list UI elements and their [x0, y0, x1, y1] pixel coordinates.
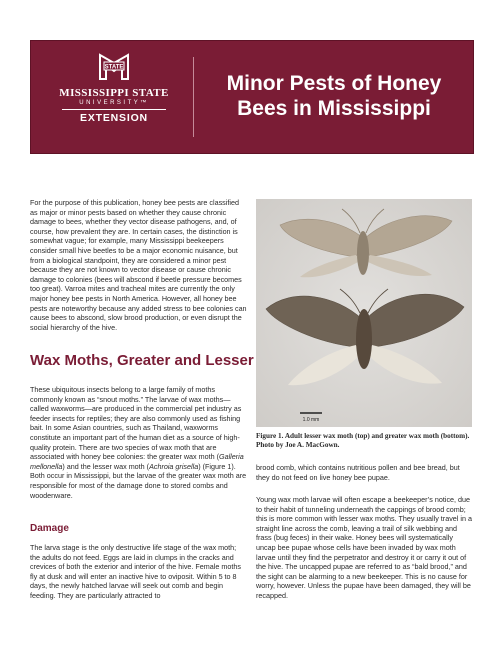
figure-caption: Figure 1. Adult lesser wax moth (top) and greater wax moth (bottom). Photo by Joe A. MacGown.: [256, 432, 470, 450]
brood-comb-paragraph: brood comb, which contains nutritious pollen and bee bread, but they do not feed on live honey bee pupae.: [256, 463, 460, 482]
wax-intro-part-1: These ubiquitous insects belong to a large family of moths commonly known as “snout moths.” The larvae of wax moths—called waxworms—are produced in the commercial pet industry as feeder insects for reptiles; they are also commonly used as fishing bait. In some Asian countries, such as Thailand, waxworms constitute an important part of the human diet as a source of high-quality protein. There are two species of wax moth that are associated with honey bee colonies: the greater wax moth (: [30, 385, 242, 462]
msu-seal-icon: [94, 51, 134, 85]
moth-illustration: [256, 199, 472, 427]
seal-text: STATE: [104, 64, 124, 71]
wax-intro-part-2: ) and the lesser wax moth (: [62, 461, 150, 471]
species-greater-wax-moth: Galleria mellonella: [30, 452, 244, 471]
damage-heading: Damage: [30, 523, 69, 534]
damage-paragraph: The larva stage is the only destructive life stage of the wax moth; the adults do not feed. Eggs are laid in clumps in the cracks and crevices of both the exterior and interior of the hive. Female moths fly at dusk and will enter an inactive hive to oviposit. Within 5 to 8 days, the newly hatched larvae will seek out comb and begin feeding. They are particularly attracted to: [30, 543, 241, 600]
logo-university-name: MISSISSIPPI STATE: [59, 87, 169, 99]
banner-divider: [193, 57, 194, 137]
page-title: [203, 71, 465, 121]
logo-extension: EXTENSION: [80, 112, 148, 124]
title-line-2: Bees in Mississippi: [237, 97, 431, 120]
section-heading-wax-moths: Wax Moths, Greater and Lesser: [30, 352, 254, 369]
young-larvae-paragraph: Young wax moth larvae will often escape a beekeeper’s notice, due to their habit of tunneling underneath the cappings of brood comb; this is more common with lesser wax moths. They usually travel in a straight line across the comb, leaving a trail of silk webbing and frass (bug feces) in their wake. Honey bees will systematically uncap bee pupae whose cells have been invaded by wax moth larvae until they find the perpetrator and destroy it or carry it out of the hive. The uncapped pupae are referred to as “bald brood,” and the sight can be alarming to a new beekeeper. This is no cause for worry, however. Unless the pupae have been damaged, they will be recapped.: [256, 495, 472, 600]
wax-moth-intro-paragraph: [30, 385, 248, 500]
logo-rule: [62, 109, 166, 110]
msu-extension-logo: [39, 47, 189, 147]
wax-intro-part-3: ) (Figure 1). Both occur in Mississippi, but the larvae of the greater wax moth are responsible for most of the damage done to stored combs and woodenware.: [30, 461, 247, 500]
logo-university-subtitle: UNIVERSITY™: [79, 100, 149, 106]
scale-label: 1.0 mm: [302, 417, 320, 423]
intro-paragraph: For the purpose of this publication, honey bee pests are classified as major or minor pests based on whether they cause chronic damage to bees, whether they vector disease pathogens, and, of course, how prevalent they are. In certain cases, the distinction is somewhat vague; for example, many Mississippi beekeepers consider small hive beetles to be a major economic nuisance, but from a biological standpoint, they are considered a minor pest because they are not known to vector disease or cause chronic damage to colonies (bees will abscond if beetle pressure becomes too great). Varroa mites and tracheal mites are currently the only major honey bee pests in North America. However, all honey bee pests are noteworthy because any added stress to bee colonies can cause bees to abscond, slow brood production, or even disrupt the social hierarchy of the hive.: [30, 198, 247, 332]
header-banner: [30, 40, 474, 154]
title-line-1: Minor Pests of Honey: [226, 72, 442, 95]
species-lesser-wax-moth: Achroia grisella: [149, 461, 199, 471]
wax-moth-photo: [256, 199, 472, 427]
